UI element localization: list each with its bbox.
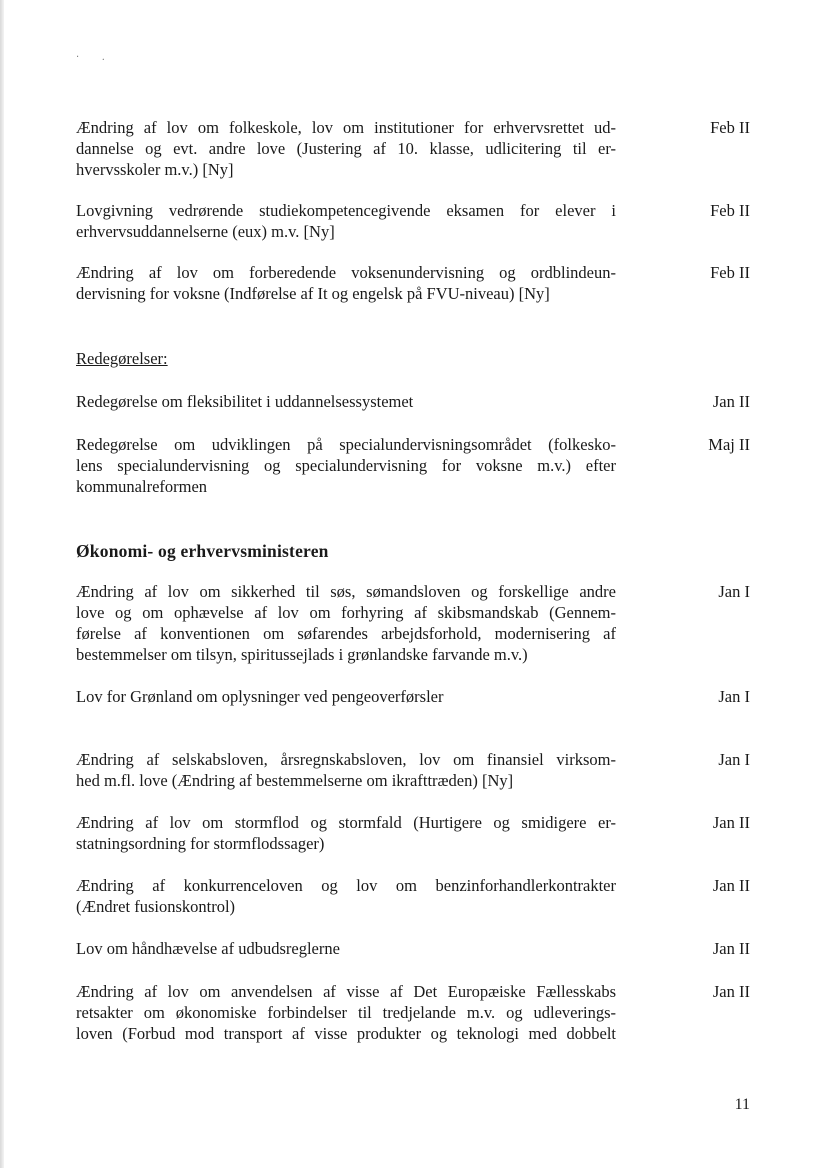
agenda-entry	[76, 262, 616, 304]
entry-date: Maj II	[708, 435, 750, 454]
entry-date: Jan I	[718, 687, 750, 706]
entry-line: hvervsskoler m.v.) [Ny]	[76, 160, 234, 179]
entry-date: Feb II	[710, 263, 750, 282]
entry-date: Jan II	[712, 982, 750, 1001]
entry-line: Lov for Grønland om oplysninger ved pengeoverførsler	[76, 687, 444, 706]
entry-line: bestemmelser om tilsyn, spiritussejlads i grønlandske farvande m.v.)	[76, 645, 528, 664]
entry-line: kommunalreformen	[76, 477, 208, 496]
entry-date: Jan I	[718, 582, 750, 601]
entry-line: dervisning for voksne (Indførelse af It og engelsk på FVU-niveau) [Ny]	[76, 284, 550, 303]
entry-line: Ændring af lov om sikkerhed til søs, sømandsloven og forskellige andre	[76, 582, 616, 601]
page-number: 11	[734, 1096, 750, 1113]
agenda-entry	[76, 200, 616, 242]
entry-line: Ændring af konkurrenceloven og lov om benzinforhandlerkontrakter	[76, 876, 616, 895]
entry-date: Jan I	[718, 750, 750, 769]
entry-line: lens specialundervisning og specialundervisning for voksne m.v.) efter	[76, 456, 616, 475]
entry-line: (Ændret fusionskontrol)	[76, 897, 236, 916]
agenda-entry	[76, 938, 616, 959]
entry-line: Redegørelse om udviklingen på specialundervisningsområdet (folkesko-	[76, 435, 616, 454]
entry-line: Ændring af selskabsloven, årsregnskabsloven, lov om finansiel virksom-	[76, 750, 616, 769]
agenda-entry	[76, 117, 616, 180]
entry-line: erhvervsuddannelserne (eux) m.v. [Ny]	[76, 222, 335, 241]
entry-line: Ændring af lov om folkeskole, lov om institutioner for erhvervsrettet ud-	[76, 118, 616, 137]
entry-line: Lov om håndhævelse af udbudsreglerne	[76, 939, 340, 958]
scan-edge	[0, 0, 4, 1168]
ministry-heading: Økonomi- og erhvervsministeren	[76, 541, 329, 561]
agenda-entry	[76, 434, 616, 497]
entry-line: dannelse og evt. andre love (Justering af 10. klasse, udlicitering til er-	[76, 139, 616, 158]
entry-line: Redegørelse om fleksibilitet i uddannelsessystemet	[76, 392, 414, 411]
entry-line: loven (Forbud mod transport af visse produkter og teknologi med dobbelt	[76, 1024, 616, 1043]
entry-line: love og om ophævelse af lov om forhyring af skibsmandskab (Gennem-	[76, 603, 616, 622]
entry-date: Feb II	[710, 118, 750, 137]
entry-line: førelse af konventionen om søfarendes arbejdsforhold, modernisering af	[76, 624, 616, 643]
section-subheading: Redegørelser:	[76, 349, 168, 368]
scan-specks: ‧ ․	[76, 52, 106, 63]
entry-date: Jan II	[712, 392, 750, 411]
entry-line: Ændring af lov om stormflod og stormfald (Hurtigere og smidigere er-	[76, 813, 616, 832]
agenda-entry	[76, 581, 616, 665]
entry-date: Jan II	[712, 939, 750, 958]
entry-line: retsakter om økonomiske forbindelser til tredjelande m.v. og udleverings-	[76, 1003, 616, 1022]
agenda-entry	[76, 875, 616, 917]
agenda-entry	[76, 391, 616, 412]
entry-line: Ændring af lov om forberedende voksenundervisning og ordblindeun-	[76, 263, 616, 282]
agenda-entry	[76, 686, 616, 707]
agenda-entry	[76, 981, 616, 1044]
entry-line: hed m.fl. love (Ændring af bestemmelserne om ikrafttræden) [Ny]	[76, 771, 514, 790]
agenda-entry	[76, 749, 616, 791]
entry-date: Jan II	[712, 876, 750, 895]
entry-line: Ændring af lov om anvendelsen af visse af Det Europæiske Fællesskabs	[76, 982, 616, 1001]
entry-date: Jan II	[712, 813, 750, 832]
entry-date: Feb II	[710, 201, 750, 220]
entry-line: statningsordning for stormflodssager)	[76, 834, 325, 853]
agenda-entry	[76, 812, 616, 854]
entry-line: Lovgivning vedrørende studiekompetencegivende eksamen for elever i	[76, 201, 616, 220]
